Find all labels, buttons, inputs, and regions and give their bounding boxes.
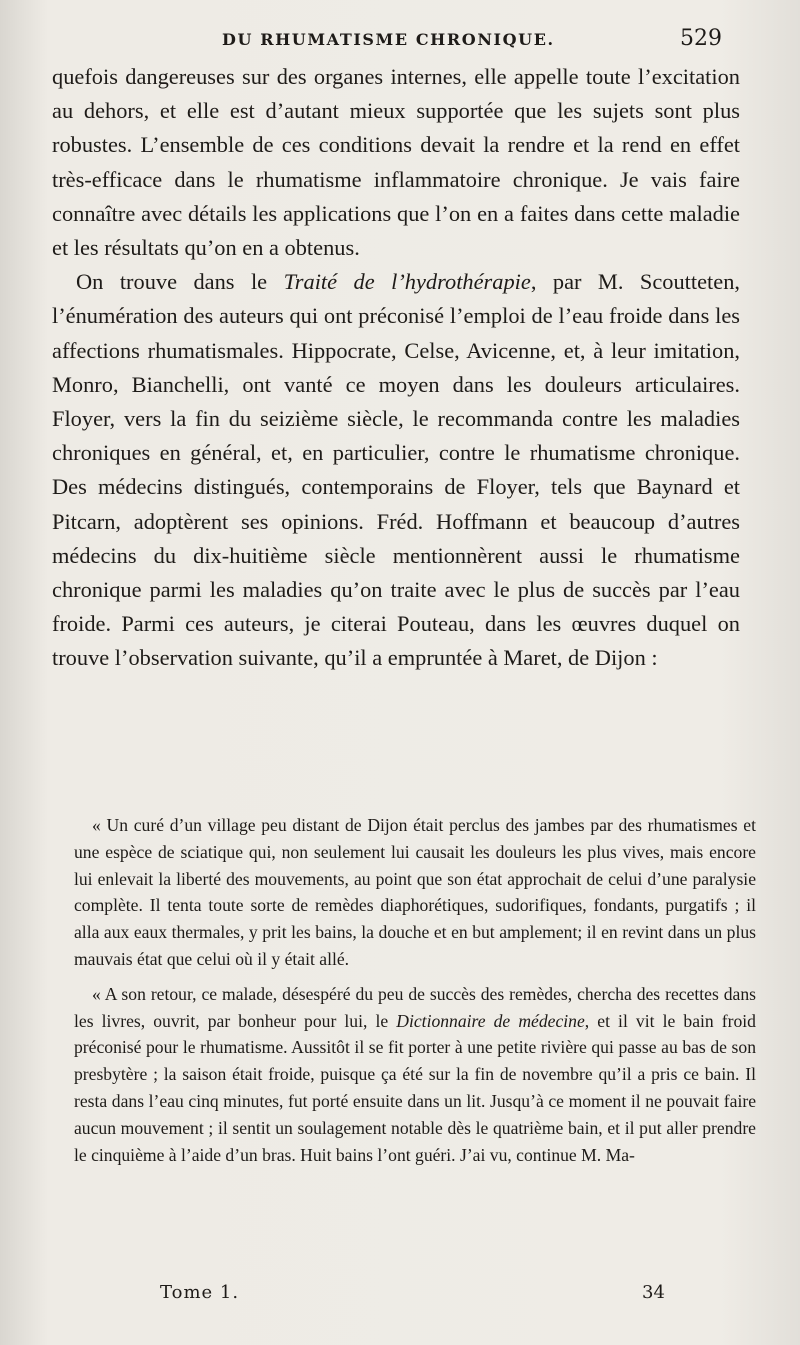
running-title: DU RHUMATISME CHRONIQUE. [222, 30, 555, 49]
text-run: « Un curé d’un village peu distant de Dijon était perclus des jambes par des rhumatismes et une espèce de sciatique qui, non seulement lui causait les douleurs les plus vives, mais encore lui enlevait la liberté des mouvements, au point que son état approchait de celui d’une paralysie complète. Il tenta toute sorte de remèdes diaphorétiques, sudorifiques, fondants, purgatifs ; il alla aux eaux thermales, y prit les bains, la douche et en but amplement; il en revint dans un plus mauvais état que celui où il y était allé. [74, 815, 756, 969]
paragraph [52, 60, 740, 265]
quote-paragraph [74, 981, 756, 1169]
signature-mark: 34 [642, 1282, 665, 1303]
page-number: 529 [680, 26, 722, 51]
text-run: , et il vit le bain froid préconisé pour le rhumatisme. Aussitôt il se fit porter à une petite rivière qui passe au bas de son presbytère ; la saison était froide, puisque ça été sur la fin de novembre qu’il a pris ce bain. Il resta dans l’eau cinq minutes, fut porté ensuite dans un lit. Jusqu’à ce moment il ne pouvait faire aucun mouvement ; il sentit un soulagement notable dès le quatrième bain, et il put aller prendre le cinquième à l’aide d’un bras. Huit bains l’ont guéri. J’ai vu, continue M. Ma- [74, 1010, 756, 1165]
text-run: , par M. Scoutteten, l’énumération des auteurs qui ont préconisé l’emploi de l’eau froide dans les affections rhumatismales. Hippocrate, Celse, Avicenne, et, à leur imitation, Monro, Bianchelli, ont vanté ce moyen dans les douleurs articulaires. Floyer, vers la fin du seizième siècle, le recommanda contre les maladies chroniques en général, et, en particulier, contre le rhumatisme chronique. Des médecins distingués, contemporains de Floyer, tels que Baynard et Pitcarn, adoptèrent ses opinions. Fréd. Hoffmann et beaucoup d’autres médecins du dix-huitième siècle mentionnèrent aussi le rhumatisme chronique parmi les maladies qu’on traite avec le plus de succès par l’eau froide. Parmi ces auteurs, je citerai Pouteau, dans les œuvres duquel on trouve l’observation suivante, qu’il a empruntée à Maret, de Dijon : [52, 269, 740, 671]
page-header [0, 26, 800, 54]
text-run: quefois dangereuses sur des organes internes, elle appelle toute l’excitation au dehors, et elle est d’autant mieux supportée que les sujets sont plus robustes. L’ensemble de ces conditions devait la rendre et la rend en effet très-efficace dans le rhumatisme inflammatoire chronique. Je vais faire connaître avec détails les applications que l’on en a faites dans cette maladie et les résultats qu’on en a obtenus. [52, 64, 740, 261]
quotation-block [74, 812, 756, 1168]
text-run: On trouve dans le [76, 269, 284, 295]
page-footer [0, 1282, 800, 1308]
quote-paragraph [74, 812, 756, 973]
text-run: « A son retour, ce malade, désespéré du peu de succès des remèdes, chercha des recettes dans les livres, ouvrit, par bonheur pour lui, le [74, 983, 756, 1031]
paragraph [52, 265, 740, 675]
volume-label: Tome 1. [160, 1282, 240, 1303]
main-text [52, 60, 740, 676]
italic-title: Dictionnaire de médecine [396, 1010, 585, 1031]
italic-title: Traité de l’hydrothérapie [283, 269, 531, 295]
